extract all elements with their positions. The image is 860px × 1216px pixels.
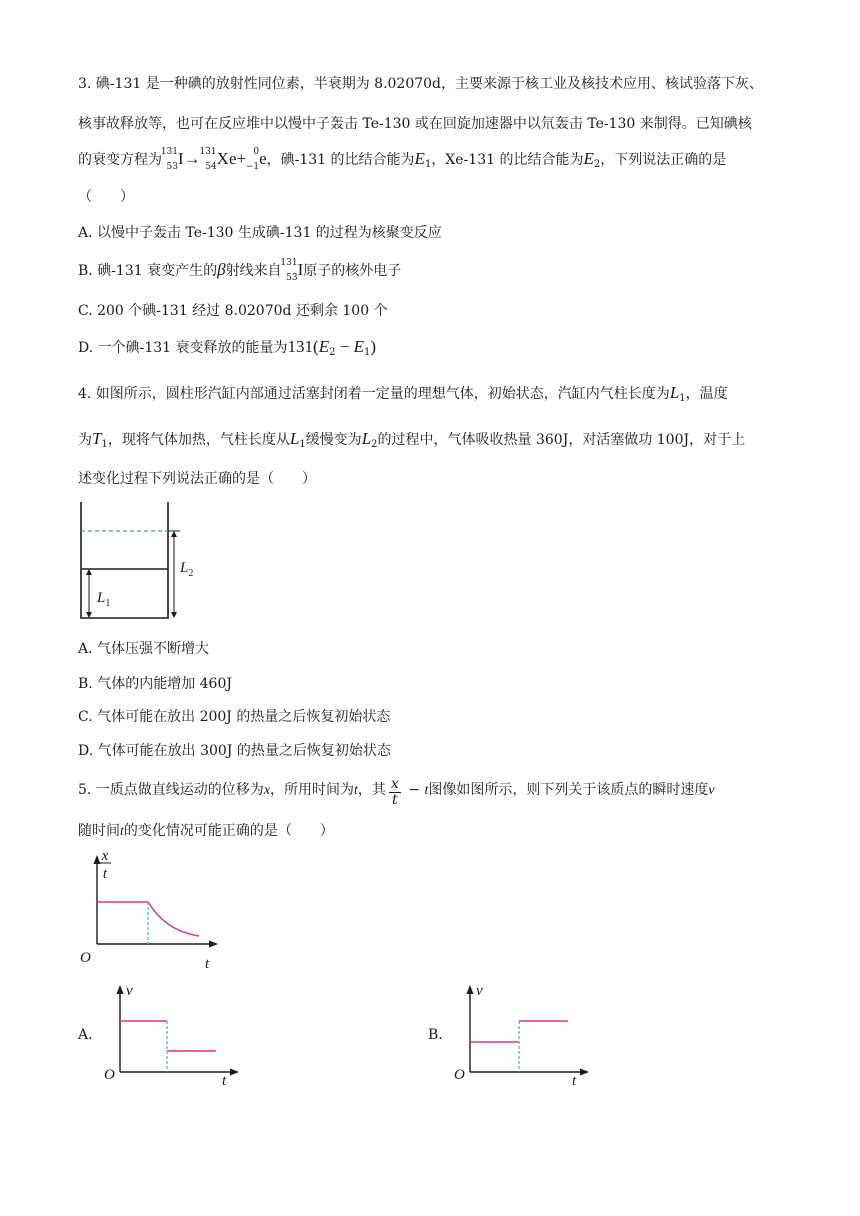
plus-sign: + bbox=[236, 149, 247, 168]
q4-line2: 为$T_1$，现将气体加热，气柱长度从$L_1$缓慢变为$L_2$的过程中，气体吸收热量 360J，对活塞做功 100J，对于上 bbox=[78, 429, 746, 450]
x-axis-label: t bbox=[205, 956, 210, 971]
q3-answer-paren: （ ） bbox=[78, 189, 134, 205]
nuclide-Xe131: 131 54 bbox=[199, 147, 217, 172]
nuclide-I131: 131 53 bbox=[160, 147, 178, 172]
symbol-e: e bbox=[259, 149, 267, 168]
q3-option-a: A. 以慢中子轰击 Te-130 生成碘-131 的过程为核聚变反应 bbox=[78, 225, 442, 241]
q5-line1: 5. 一质点做直线运动的位移为x，所用时间为t，其 $\frac{x}{t}$ − t图像如图所示，则下列关于该质点的瞬时速度v bbox=[78, 776, 715, 808]
q3-option-b: B. 碘-131 衰变产生的β射线来自 131 53 I原子的核外电子 bbox=[78, 258, 402, 283]
option-a-origin: O bbox=[104, 1067, 115, 1083]
option-b-y-label: v bbox=[476, 983, 483, 999]
q3-line3: 的衰变方程为 131 53 I→ 131 54 Xe+ 0 −1 e，碘-131 的比结合能为$E_1$，Xe-131 的比结合能为$E_2$，下列说法正确的是 bbox=[78, 147, 727, 172]
decay-curve bbox=[148, 902, 199, 936]
q4-option-a: A. 气体压强不断增大 bbox=[78, 641, 210, 657]
y-label-numerator: x bbox=[101, 848, 109, 864]
q3-line3-pre: 的衰变方程为 bbox=[78, 152, 162, 168]
q3-line1: 3. 碘-131 是一种碘的放射性同位素，半衰期为 8.02070d，主要来源于核工业及核技术应用、核试验落下灰、 bbox=[78, 76, 764, 92]
symbol-Xe: Xe bbox=[216, 149, 237, 168]
option-b-x-label: t bbox=[572, 1073, 577, 1089]
option-b-origin: O bbox=[454, 1067, 465, 1083]
q4-option-d: D. 气体可能在放出 300J 的热量之后恢复初始状态 bbox=[78, 743, 391, 759]
q3-option-c: C. 200 个碘-131 经过 8.02070d 还剩余 100 个 bbox=[78, 303, 388, 319]
q4-line3: 述变化过程下列说法正确的是（ ） bbox=[78, 471, 316, 487]
L2-label: $L_2$ bbox=[180, 560, 194, 579]
q4-option-b: B. 气体的内能增加 460J bbox=[78, 676, 232, 692]
x-over-t-fraction: $\frac{x}{t}$ bbox=[390, 776, 399, 808]
L1-label: $L_1$ bbox=[97, 590, 111, 609]
y-label-denominator: t bbox=[102, 866, 108, 882]
q3-option-d: D. 一个碘-131 衰变释放的能量为$131(E_2 - E_1)$ bbox=[78, 337, 376, 358]
option-a-graph bbox=[100, 978, 250, 1090]
q4-option-c: C. 气体可能在放出 200J 的热量之后恢复初始状态 bbox=[78, 709, 391, 725]
q5-option-a-label: A. bbox=[78, 1027, 93, 1043]
cylinder-wall bbox=[81, 502, 168, 618]
q5-option-b-label: B. bbox=[428, 1027, 443, 1043]
q4-line1: 4. 如图所示，圆柱形汽缸内部通过活塞封闭着一定量的理想气体，初始状态，汽缸内气柱长度为$L_1$，温度 bbox=[78, 383, 728, 404]
nuclide-I131-option: 131 53 bbox=[280, 258, 298, 283]
q3-line2: 核事故释放等，也可在反应堆中以慢中子轰击 Te-130 或在回旋加速器中以氘轰击 Te-130 来制得。已知碘核 bbox=[78, 116, 752, 132]
reaction-arrow: → bbox=[183, 149, 201, 168]
option-b-graph bbox=[450, 978, 600, 1090]
nuclide-electron: 0 −1 bbox=[245, 147, 260, 172]
xt-t-graph bbox=[75, 846, 225, 971]
option-a-y-label: v bbox=[126, 983, 133, 999]
origin-label: O bbox=[80, 950, 91, 966]
q5-line2: 随时间t的变化情况可能正确的是（ ） bbox=[78, 823, 334, 839]
option-a-x-label: t bbox=[222, 1073, 227, 1089]
cylinder-figure bbox=[70, 500, 210, 625]
symbol-I: I bbox=[178, 149, 184, 168]
beta-symbol: β bbox=[217, 260, 226, 279]
